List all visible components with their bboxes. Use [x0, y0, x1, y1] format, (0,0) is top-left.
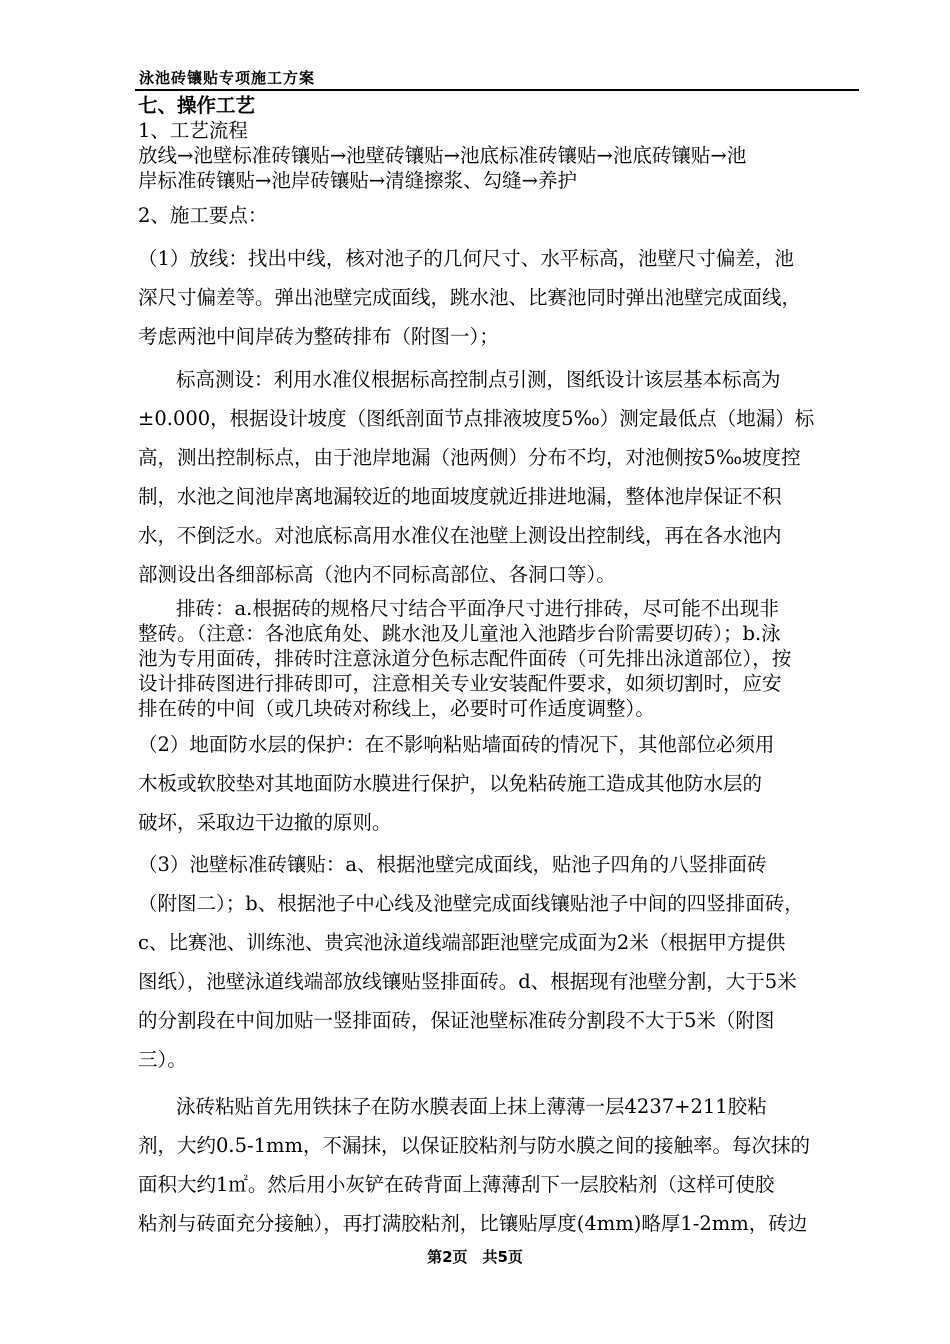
header-divider — [135, 89, 859, 91]
tile-layout-line: 排在砖的中间（或几块砖对称线上，必要时可作适度调整）。 — [138, 697, 655, 720]
elevation-line: 制，水池之间池岸离地漏较近的地面坡度就近排进地漏，整体池岸保证不积 — [138, 485, 782, 508]
process-flow-line: 放线→池壁标准砖镶贴→池壁砖镶贴→池底标准砖镶贴→池底砖镶贴→池 — [138, 144, 747, 167]
item3-line: c、比赛池、训练池、贵宾池泳道线端部距池壁完成面为2米（根据甲方提供 — [138, 931, 786, 954]
tile-layout-line: 池为专用面砖，排砖时注意泳道分色标志配件面砖（可先排出泳道部位），按 — [138, 647, 792, 670]
section-heading: 七、操作工艺 — [138, 94, 256, 117]
item3-line: 三）。 — [138, 1048, 187, 1071]
item1-line: （1）放线：找出中线，核对池子的几何尺寸、水平标高，池壁尺寸偏差，池 — [138, 247, 794, 270]
running-header-title: 泳池砖镶贴专项施工方案 — [139, 69, 316, 87]
item3-line: （附图二）；b、根据池子中心线及池壁完成面线镶贴池子中间的四竖排面砖， — [138, 892, 804, 915]
elevation-line: ±0.000，根据设计坡度（图纸剖面节点排液坡度5‰）测定最低点（地漏）标 — [138, 407, 815, 430]
item3-line: 的分割段在中间加贴一竖排面砖，保证池壁标准砖分割段不大于5米（附图 — [138, 1009, 775, 1032]
item1-line: 深尺寸偏差等。弹出池壁完成面线，跳水池、比赛池同时弹出池壁完成面线， — [138, 286, 802, 309]
document-body — [138, 93, 864, 1243]
tile-layout-line: 设计排砖图进行排砖即可，注意相关专业安装配件要求，如须切割时，应安 — [138, 672, 782, 695]
adhesive-line: 粘剂与砖面充分接触），再打满胶粘剂，比镶贴厚度(4mm)略厚1-2mm，砖边 — [138, 1212, 808, 1235]
adhesive-line: 剂，大约0.5-1mm，不漏抹，以保证胶粘剂与防水膜之间的接触率。每次抹的 — [138, 1134, 810, 1157]
adhesive-line: 面积大约1㎡。然后用小灰铲在砖背面上薄薄刮下一层胶粘剂（这样可使胶 — [138, 1173, 775, 1196]
item2-line: 破坏，采取边干边撤的原则。 — [138, 811, 392, 834]
subheading-key-points: 2、施工要点： — [138, 204, 268, 227]
elevation-line: 水，不倒泛水。对池底标高用水准仪在池壁上测设出控制线，再在各水池内 — [138, 524, 782, 547]
item3-line: 图纸），池壁泳道线端部放线镶贴竖排面砖。d、根据现有池壁分割，大于5米 — [138, 970, 797, 993]
elevation-line: 高，测出控制标点，由于池岸地漏（池两侧）分布不均，对池侧按5‰坡度控 — [138, 446, 801, 469]
subheading-process-flow: 1、工艺流程 — [138, 119, 248, 142]
adhesive-line: 泳砖粘贴首先用铁抹子在防水膜表面上抹上薄薄一层4237+211胶粘 — [176, 1095, 767, 1118]
elevation-line: 标高测设：利用水准仪根据标高控制点引测，图纸设计该层基本标高为 — [176, 368, 781, 391]
elevation-line: 部测设出各细部标高（池内不同标高部位、各洞口等）。 — [138, 563, 616, 586]
item3-line: （3）池壁标准砖镶贴：a、根据池壁完成面线，贴池子四角的八竖排面砖 — [138, 853, 767, 876]
item1-line: 考虑两池中间岸砖为整砖排布（附图一）； — [138, 325, 499, 348]
item2-line: （2）地面防水层的保护：在不影响粘贴墙面砖的情况下，其他部位必须用 — [138, 733, 775, 756]
page-number-footer: 第2页 共5页 — [427, 1248, 523, 1266]
tile-layout-line: 整砖。（注意：各池底角处、跳水池及儿童池入池踏步台阶需要切砖）；b.泳 — [138, 622, 781, 645]
tile-layout-line: 排砖：a.根据砖的规格尺寸结合平面净尺寸进行排砖，尽可能不出现非 — [176, 597, 779, 620]
process-flow-line: 岸标准砖镶贴→池岸砖镶贴→清缝擦浆、勾缝→养护 — [138, 169, 578, 192]
item2-line: 木板或软胶垫对其地面防水膜进行保护，以免粘砖施工造成其他防水层的 — [138, 772, 763, 795]
